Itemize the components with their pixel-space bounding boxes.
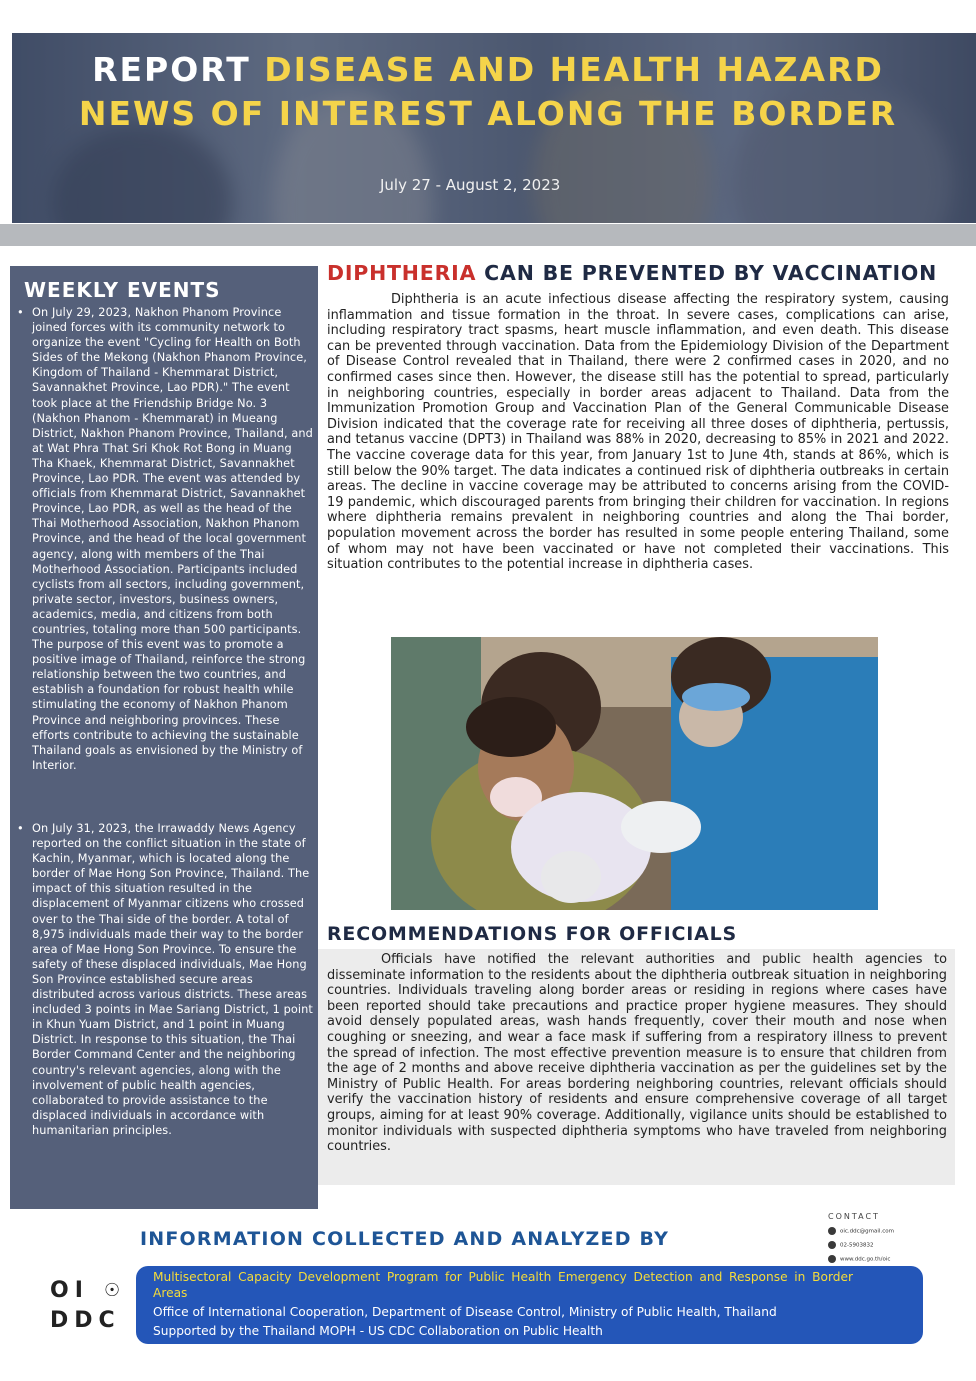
vaccination-photo bbox=[391, 637, 878, 910]
article-body-text: Diphtheria is an acute infectious disease affecting the respiratory system, causing inflammation and tissue formation in the throat. In severe cases, complications can arise, including respiratory tract spasms, heart muscle inflammation, and even death. This disease can be prevented through vaccination. Data from the Epidemiology Division of the Department of Disease Control revealed that in Thailand, there were 2 confirmed cases in 2020, and no confirmed cases since then. However, the disease still has the potential to spread, particularly in neighboring countries, especially in border areas adjacent to Thailand. Data from the Immunization Promotion Group and Vaccination Plan of the General Communicable Disease Division indicated that the coverage rate for receiving all three doses of diphtheria, pertussis, and tetanus vaccine (DPT3) in Thailand was 88% in 2020, decreasing to 85% in 2021 and 2022. The vaccine coverage data for this year, from January 1st to June 4th, stands at 86%, which is still below the 90% target. The data indicates a continued risk of diphtheria outbreaks in certain areas. The decline in vaccine coverage may be attributed to concerns arising from the COVID-19 pandemic, which discouraged parents from bringing their children for vaccination. In regions where diphtheria remains prevalent in neighboring countries and along the Thai border, population movement across the border has resulted in some people entering Thailand, some of whom may not have been vaccinated or have not completed their vaccinations. This situation contributes to the potential increase in diphtheria cases. bbox=[327, 292, 949, 573]
globe-icon bbox=[828, 1255, 836, 1263]
contact-email-row bbox=[828, 1227, 894, 1235]
eye-icon: ☉ bbox=[104, 1280, 121, 1301]
article-headline bbox=[327, 261, 937, 285]
header-divider bbox=[0, 224, 976, 246]
bullet-icon: • bbox=[17, 822, 24, 835]
weekly-event-text: On July 29, 2023, Nakhon Phanom Province joined forces with its community network to organize the event "Cycling for Health on Both Sides of the Mekong (Nakhon Phanom Province, Kingdom of Thailand - Khemmarat District, Savannakhet Province, Lao PDR)." The event took place at the Friendship Bridge No. 3 (Nakhon Phanom - Khemmarat) in Mueang District, Nakhon Phanom Province, Thailand, and at Wat Phra That Sri Khok Rot Bong in Muang Tha Khaek, Khemmarat District, Savannakhet Province, Lao PDR. The event was attended by officials from Khemmarat District, Savannakhet Province, Lao PDR, as well as the head of the Thai Motherhood Association, Nakhon Phanom Province, and the head of the local government agency, along with members of the Thai Motherhood Association. Participants included cyclists from all sectors, including government, private sector, investors, business owners, academics, media, and citizens from both countries, totaling more than 500 participants. The purpose of this event was to promote a positive image of Thailand, reinforce the strong relationship between the two countries, and establish a foundation for robust health while stimulating the economy of Nakhon Phanom Province and neighboring provinces. These efforts contribute to achieving the sustainable Thailand goals as envisioned by the Ministry of Interior. bbox=[32, 306, 313, 772]
weekly-event-item bbox=[17, 821, 316, 1138]
headline-keyword: DIPHTHERIA bbox=[327, 261, 477, 285]
contact-web-row bbox=[828, 1255, 890, 1263]
weekly-events-title: WEEKLY EVENTS bbox=[24, 278, 221, 302]
recommendations-text: Officials have notified the relevant authorities and public health agencies to disseminate information to the residents about the diphtheria outbreak situation in neighboring countries. Individuals traveling along border areas or residing in regions where cases have been reported should take precautions and practice proper hygiene measures. They should avoid densely populated areas, wash hands frequently, cover their mouth and nose when coughing or sneezing, and wear a face mask if suffering from a respiratory illness to prevent the spread of infection. The most effective prevention measure is to ensure that children from the age of 2 months and above receive diphtheria vaccination as per the guidelines set by the Ministry of Public Health. For areas bordering neighboring countries, relevant officials should verify the vaccination history of residents and ensure comprehensive coverage of all target groups, aiming for at least 90% coverage. Additionally, vigilance units should be established to monitor individuals with suspected diphtheria symptoms who have traveled from neighboring countries. bbox=[327, 952, 947, 1155]
contact-phone: 02-5903832 bbox=[840, 1242, 874, 1249]
footer-heading: INFORMATION COLLECTED AND ANALYZED BY bbox=[140, 1228, 670, 1250]
weekly-event-text: On July 31, 2023, the Irrawaddy News Agency reported on the conflict situation in the state of Kachin, Myanmar, which is located along the border of Mae Hong Son Province, Thailand. The impact of this situation resulted in the displacement of Myanmar citizens who crossed over to the Thai side of the border. A total of 8,975 individuals made their way to the border area of Mae Hong Son Province. To ensure the safety of these displaced individuals, Mae Hong Son Province established secure areas distributed across various districts. These areas included 3 points in Mae Sariang District, 1 point in Khun Yuam District, and 1 point in Muang District. In response to this situation, the Thai Border Command Center and the neighboring country's relevant agencies, along with the involvement of public health agencies, collaborated to provide assistance to the displaced individuals in accordance with humanitarian principles. bbox=[32, 822, 313, 1137]
logo-line2: DDC bbox=[50, 1308, 121, 1333]
logo-line1: OI bbox=[50, 1278, 89, 1303]
title-line1-rest: DISEASE AND HEALTH HAZARD bbox=[264, 50, 884, 89]
contact-phone-row bbox=[828, 1241, 873, 1249]
recommendations-heading: RECOMMENDATIONS FOR OFFICIALS bbox=[327, 923, 738, 945]
program-name: Multisectoral Capacity Development Program for Public Health Emergency Detection and Response in Border Areas bbox=[153, 1270, 853, 1300]
contact-label: CONTACT bbox=[828, 1212, 880, 1221]
headline-rest: CAN BE PREVENTED BY VACCINATION bbox=[476, 261, 938, 285]
recommendations-body bbox=[327, 952, 947, 1155]
report-title-line2: NEWS OF INTEREST ALONG THE BORDER bbox=[78, 94, 898, 133]
phone-icon bbox=[828, 1241, 836, 1249]
weekly-event-item bbox=[17, 305, 316, 773]
contact-email[interactable]: oic.ddc@gmail.com bbox=[840, 1228, 894, 1235]
office-name: Office of International Cooperation, Department of Disease Control, Ministry of Public Health, Thailand bbox=[153, 1305, 777, 1319]
oiddc-logo bbox=[50, 1278, 130, 1338]
article-body bbox=[327, 292, 949, 573]
contact-website[interactable]: www.ddc.go.th/oic bbox=[840, 1256, 891, 1263]
title-prefix: REPORT bbox=[92, 50, 251, 89]
email-icon bbox=[828, 1227, 836, 1235]
bullet-icon: • bbox=[17, 306, 24, 319]
support-line: Supported by the Thailand MOPH - US CDC Collaboration on Public Health bbox=[153, 1324, 603, 1338]
date-range: July 27 - August 2, 2023 bbox=[380, 176, 561, 194]
report-title-line1 bbox=[0, 50, 976, 89]
